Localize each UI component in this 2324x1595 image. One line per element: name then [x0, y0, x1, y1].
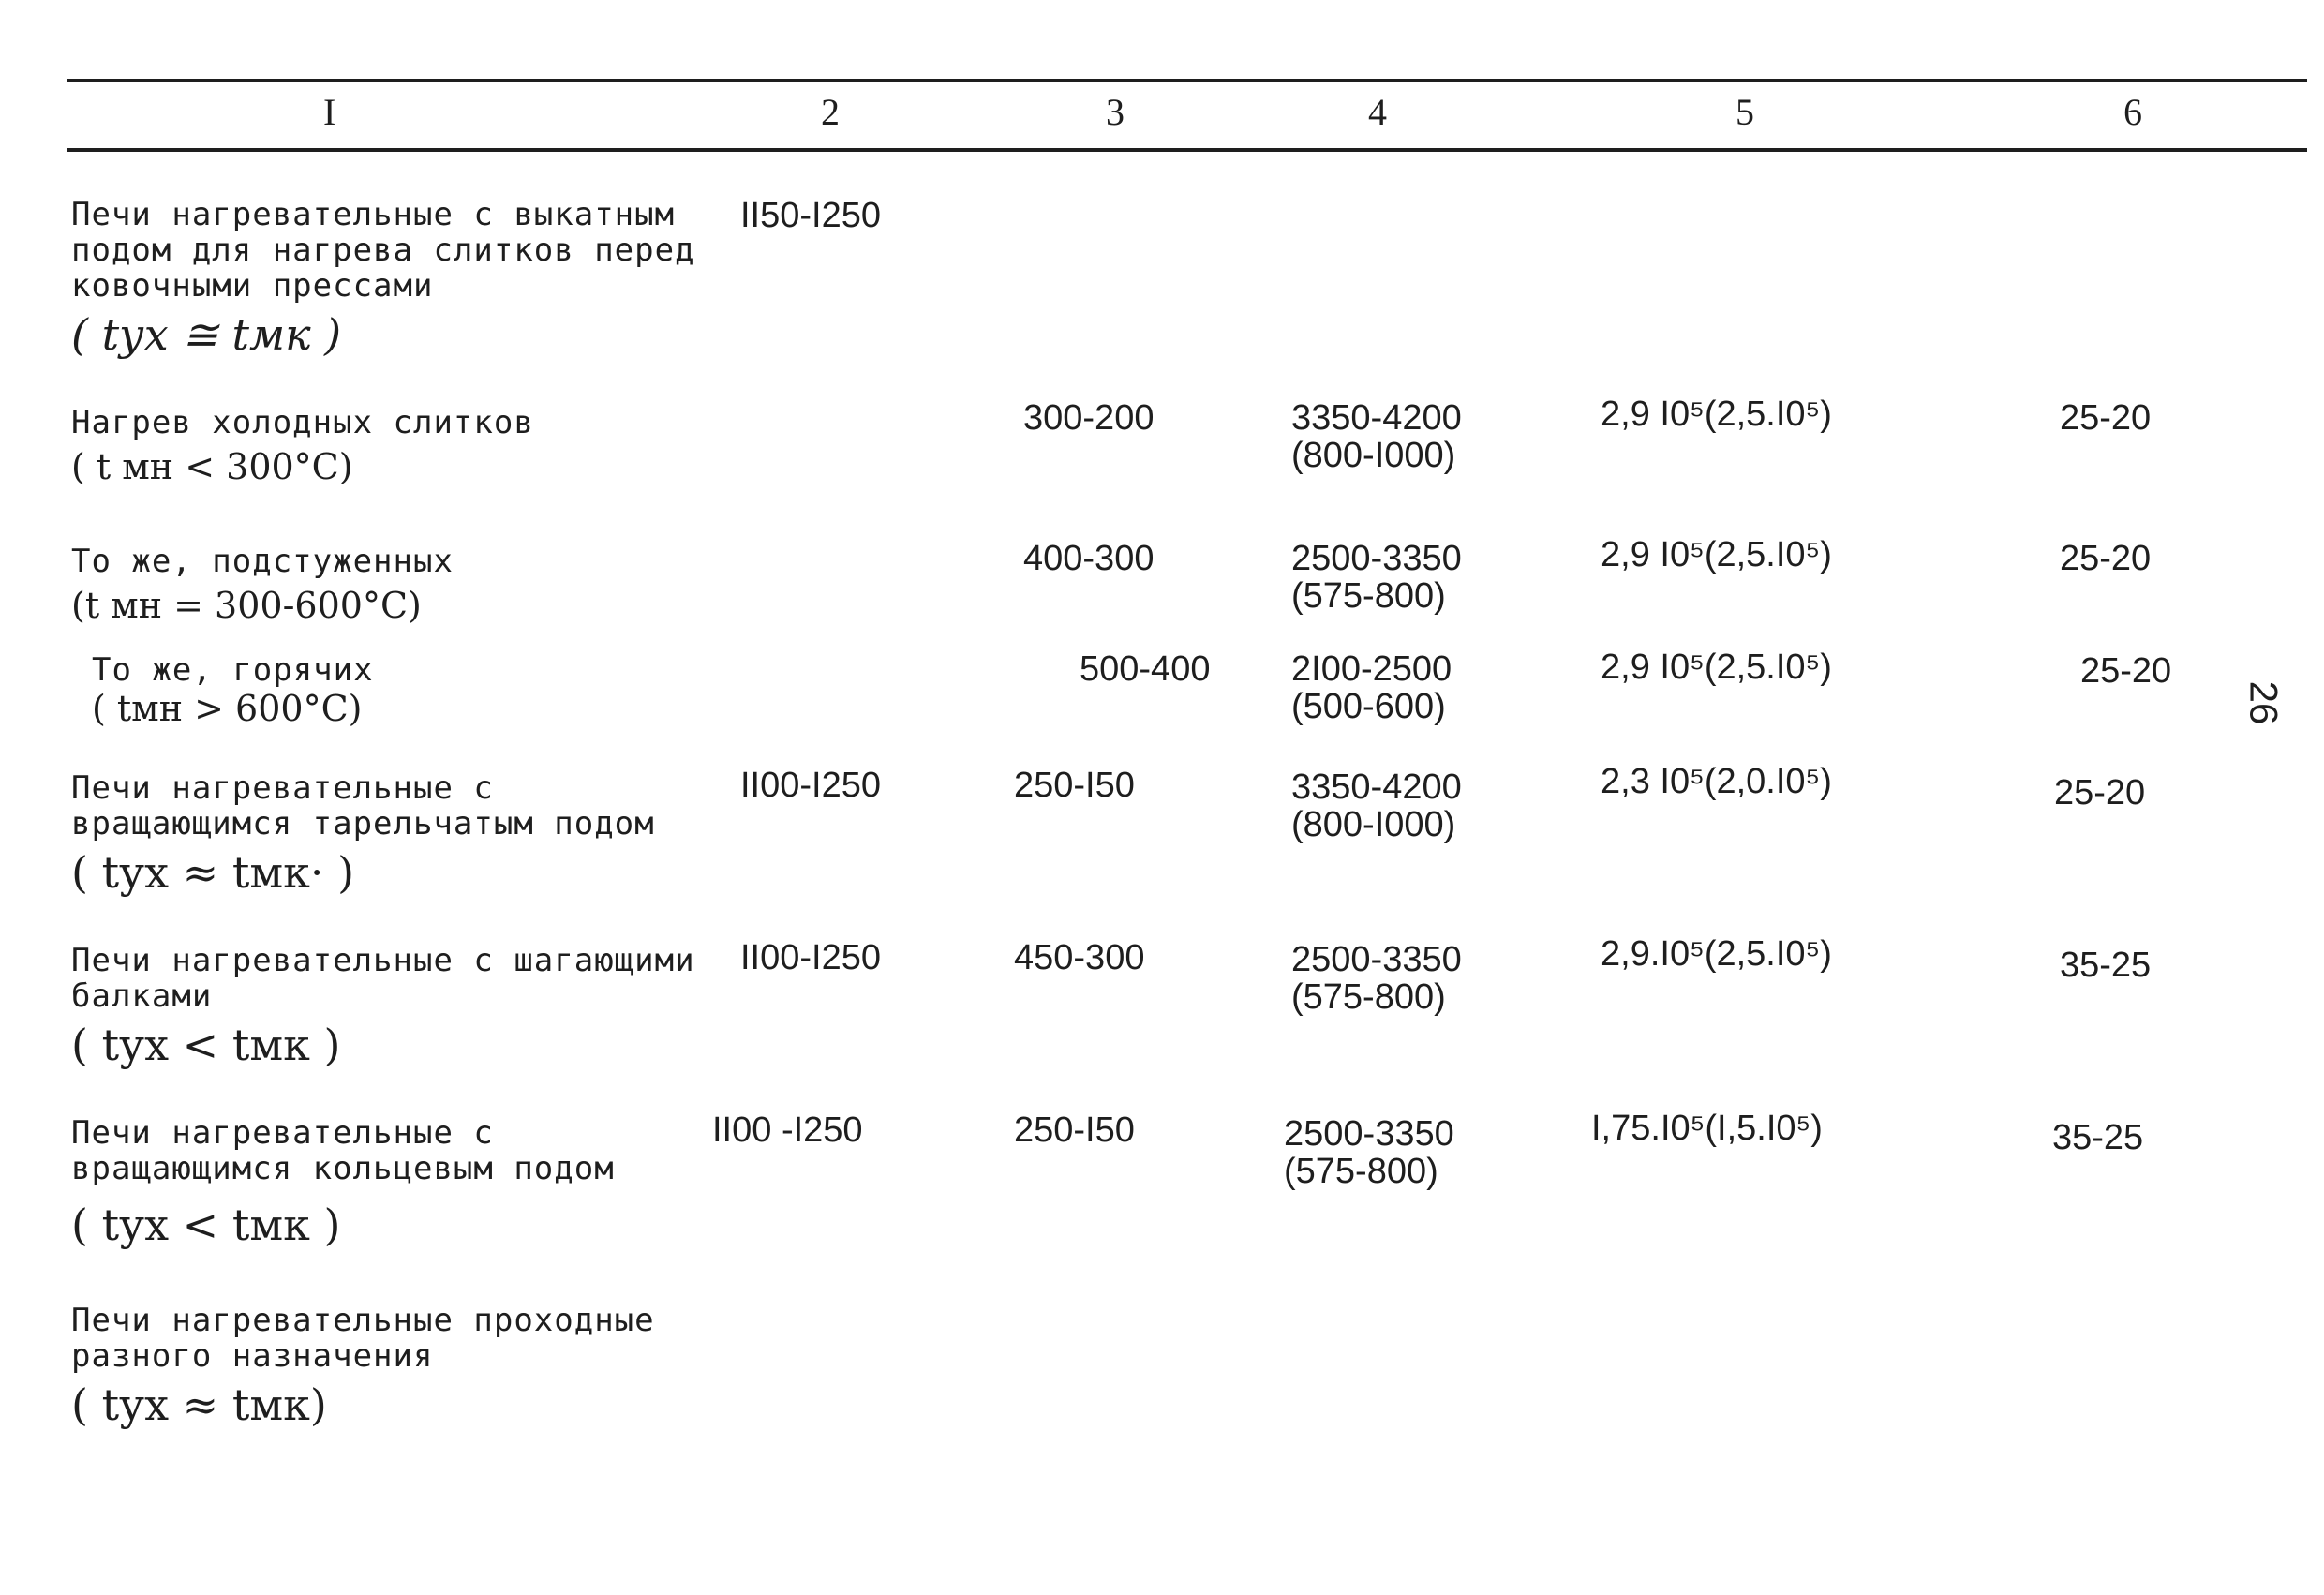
cell-col4 [1291, 399, 1462, 474]
row-condition: ( tух ≈ tмк· ) [71, 847, 355, 898]
page-number: 26 [2242, 680, 2287, 725]
cell-col2: II50-I250 [740, 196, 881, 235]
cell-col6: 35-25 [2052, 1118, 2144, 1157]
cell-col4 [1284, 1115, 1454, 1190]
row-condition: ( tмн > 600°C) [92, 688, 363, 729]
column-header-2: 2 [821, 91, 840, 133]
column-header-4: 4 [1368, 91, 1387, 133]
row-description [71, 405, 708, 487]
cell-col4-paren: (575-800) [1291, 576, 1446, 616]
row-title: Нагрев холодных слитков [71, 404, 534, 441]
column-header-6: 6 [2123, 91, 2142, 133]
row-title: То же, горячих [92, 651, 374, 689]
row-description [92, 652, 729, 729]
cell-col4 [1291, 540, 1462, 615]
row-description [71, 1115, 708, 1250]
cell-col6: 25-20 [2060, 539, 2152, 578]
row-description [71, 770, 708, 898]
cell-col4-paren: (575-800) [1291, 977, 1446, 1017]
cell-col3: 250-I50 [1014, 1111, 1135, 1150]
cell-col6: 25-20 [2060, 398, 2152, 438]
column-header-5: 5 [1736, 91, 1754, 133]
cell-col6: 25-20 [2054, 773, 2146, 812]
row-condition: ( tух ≅ tмк ) [71, 309, 342, 360]
cell-col5: I,75.I0⁵(I,5.I0⁵) [1591, 1109, 1823, 1148]
row-condition: ( tух < tмк ) [71, 1020, 341, 1070]
column-header-1: I [323, 91, 336, 133]
cell-col5: 2,9 I0⁵(2,5.I0⁵) [1601, 395, 1832, 434]
cell-col4-main: 2500-3350 [1291, 940, 1462, 979]
row-title: Печи нагревательные с выкатным подом для нагрева слитков перед ковочными прессами [71, 196, 695, 305]
cell-col5: 2,9 I0⁵(2,5.I0⁵) [1601, 648, 1832, 687]
cell-col3: 250-I50 [1014, 766, 1135, 805]
cell-col4-paren: (500-600) [1291, 687, 1446, 726]
row-condition: ( tух ≈ tмк) [71, 1379, 327, 1430]
cell-col4-paren: (800-I000) [1291, 436, 1456, 475]
cell-col3: 500-400 [1080, 649, 1211, 689]
cell-col3: 450-300 [1014, 938, 1145, 977]
cell-col4-main: 2500-3350 [1284, 1114, 1454, 1154]
row-title: Печи нагревательные с шагающими балками [71, 942, 695, 1015]
row-condition: (t мн = 300-600°C) [71, 585, 422, 626]
cell-col5: 2,3 I0⁵(2,0.I0⁵) [1601, 762, 1832, 801]
cell-col4-main: 2I00-2500 [1291, 649, 1452, 689]
row-description [71, 943, 708, 1070]
column-header-3: 3 [1106, 91, 1125, 133]
cell-col2: II00-I250 [740, 766, 881, 805]
cell-col4-main: 3350-4200 [1291, 768, 1462, 807]
cell-col2: II00-I250 [740, 938, 881, 977]
cell-col4-main: 3350-4200 [1291, 398, 1462, 438]
row-title: Печи нагревательные с вращающимся кольцевым подом [71, 1114, 615, 1187]
cell-col5: 2,9 I0⁵(2,5.I0⁵) [1601, 535, 1832, 574]
table-top-rule [67, 79, 2307, 82]
row-title: То же, подстуженных [71, 543, 454, 580]
cell-col4 [1291, 941, 1462, 1016]
row-title: Печи нагревательные проходные разного назначения [71, 1302, 655, 1375]
cell-col5: 2,9.I0⁵(2,5.I0⁵) [1601, 934, 1832, 974]
cell-col6: 35-25 [2060, 946, 2152, 985]
row-condition: ( tух < tмк ) [71, 1200, 341, 1250]
cell-col4-paren: (800-I000) [1291, 805, 1456, 844]
row-description [71, 544, 708, 626]
cell-col6: 25-20 [2080, 651, 2172, 691]
row-title: Печи нагревательные с вращающимся тарельчатым подом [71, 769, 655, 842]
row-description [71, 1303, 708, 1430]
cell-col4-main: 2500-3350 [1291, 539, 1462, 578]
cell-col3: 300-200 [1023, 398, 1155, 438]
cell-col3: 400-300 [1023, 539, 1155, 578]
row-description [71, 197, 708, 360]
cell-col4-paren: (575-800) [1284, 1152, 1438, 1191]
row-condition: ( t мн < 300°C) [71, 446, 353, 487]
cell-col2: II00 -I250 [712, 1111, 863, 1150]
table-header-rule [67, 148, 2307, 152]
cell-col4 [1291, 650, 1452, 725]
cell-col4 [1291, 768, 1462, 843]
